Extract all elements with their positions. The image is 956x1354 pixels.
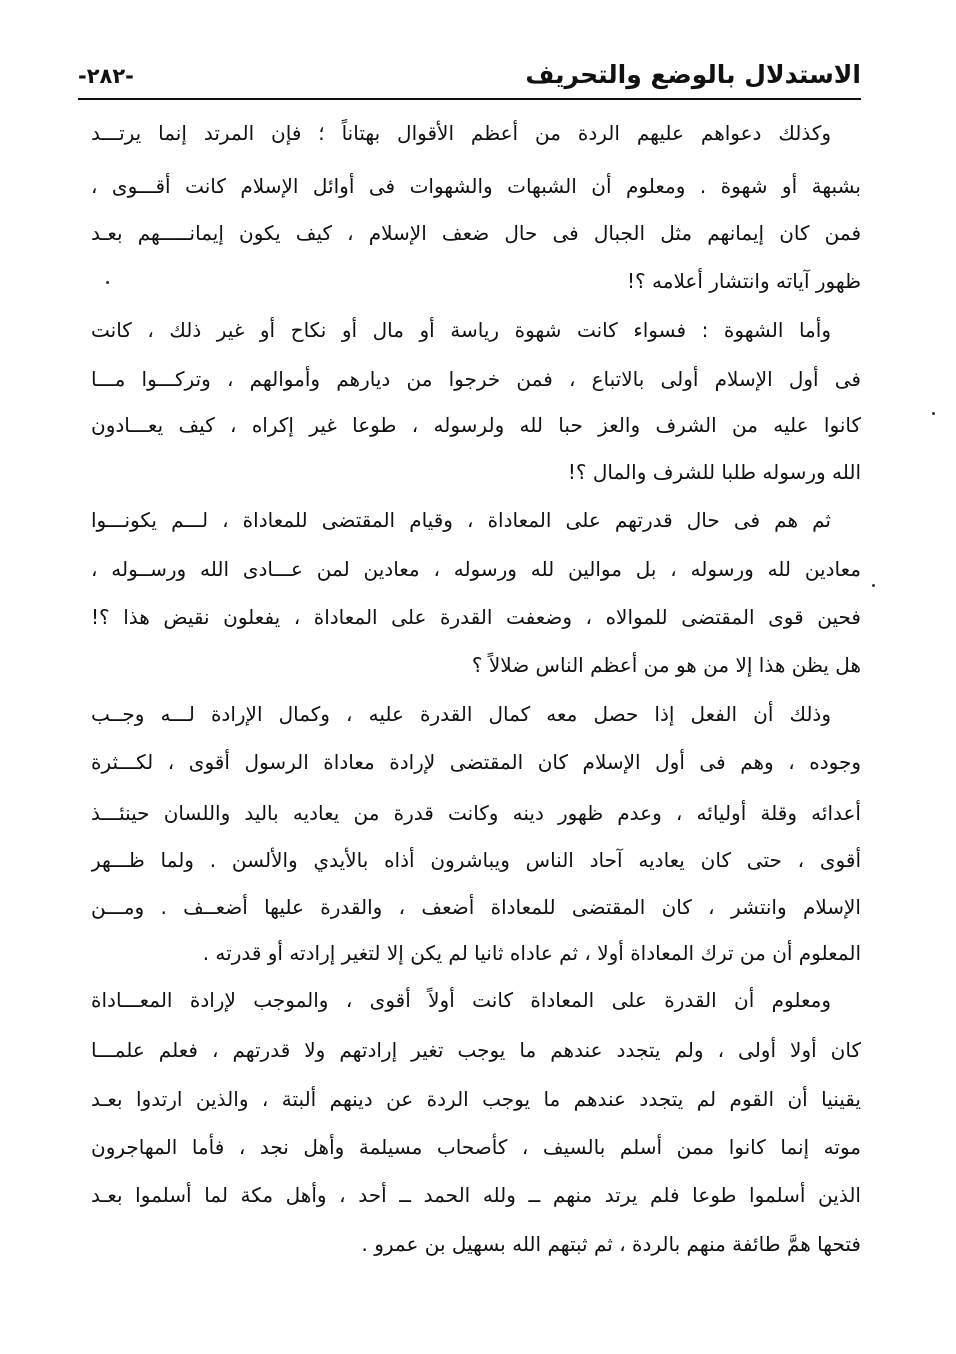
text-line: كان أولا أولى ، ولم يتجدد عندهم ما يوجب تغير إرادتهم ولا قدرتهم ، فعلم علمـــا — [91, 1038, 861, 1062]
text-line: ومعلوم أن القدرة على المعاداة كانت أولاً أقوى ، والموجب لإرادة المعـــاداة — [91, 988, 831, 1012]
header-title: الاستدلال بالوضع والتحريف — [525, 60, 861, 89]
text-line: الذين أسلموا طوعا فلم يرتد منهم ــ ولله الحمد ــ أحد ، وأهل مكة لما أسلموا بعـد — [91, 1183, 861, 1207]
text-line: وأما الشهوة : فسواء كانت شهوة رياسة أو مال أو نكاح أو غير ذلك ، كانت — [91, 318, 831, 342]
scan-speck — [932, 412, 935, 415]
scan-speck — [106, 281, 109, 284]
page-header — [78, 58, 861, 98]
text-line: فتحها همَّ طائفة منهم بالردة ، ثم ثبتهم الله بسهيل بن عمرو . — [361, 1232, 861, 1256]
text-line: فمن كان إيمانهم مثل الجبال فى حال ضعف الإسلام ، كيف يكون إيمانـــــهم بعـد — [91, 221, 861, 245]
page-number: -٢٨٢- — [78, 64, 134, 88]
text-line: فحين قوى المقتضى للموالاه ، وضعفت القدرة على المعاداة ، يفعلون نقيض هذا ؟! — [91, 605, 861, 629]
text-line: معادين لله ورسوله ، بل موالين لله ورسوله ، معادين لمن عـــادى الله ورســوله ، — [91, 557, 861, 581]
text-line: أقوى ، حتى كان يعاديه آحاد الناس ويباشرون أذاه بالأيدي والألسن . ولما ظـــهر — [91, 848, 861, 872]
text-line: يقينيا أن القوم لم يتجدد عندهم ما يوجب الردة عن دينهم ألبتة ، والذين ارتدوا بعـد — [91, 1087, 861, 1111]
scan-speck — [872, 584, 875, 587]
text-line: وذلك أن الفعل إذا حصل معه كمال القدرة عليه ، وكمال الإرادة لـــه وجــب — [91, 702, 831, 726]
text-line: كانوا عليه من الشرف والعز حبا لله ولرسوله ، طوعا غير إكراه ، كيف يعـــادون — [91, 413, 861, 437]
text-line: وكذلك دعواهم عليهم الردة من أعظم الأقوال بهتاناً ؛ فإن المرتد إنما يرتـــد — [91, 121, 831, 145]
text-line: ثم هم فى حال قدرتهم على المعاداة ، وقيام المقتضى للمعاداة ، لـــم يكونـــوا — [91, 508, 831, 532]
text-line: فى أول الإسلام أولى بالاتباع ، فمن خرجوا من ديارهم وأموالهم ، وتركـــوا مـــا — [91, 367, 861, 391]
text-line: موته إنما كانوا ممن أسلم بالسيف ، كأصحاب مسيلمة وأهل نجد ، فأما المهاجرون — [91, 1135, 861, 1159]
text-line: الله ورسوله طلبا للشرف والمال ؟! — [567, 460, 861, 484]
text-line: وجوده ، وهم فى أول الإسلام كان المقتضى لإرادة معاداة الرسول أقوى ، لكـــثرة — [91, 750, 861, 774]
text-line: الإسلام وانتشر ، كان المقتضى للمعاداة أضعف ، والقدرة عليها أضعــف . ومـــن — [91, 895, 861, 919]
text-line: المعلوم أن من ترك المعاداة أولا ، ثم عاداه ثانيا لم يكن إلا لتغير إرادته أو قدرته . — [202, 941, 861, 965]
text-line: هل يظن هذا إلا من هو من أعظم الناس ضلالاً ؟ — [471, 653, 861, 677]
text-line: بشبهة أو شهوة . ومعلوم أن الشبهات والشهوات فى أوائل الإسلام كانت أقـــوى ، — [91, 174, 861, 198]
text-line: أعدائه وقلة أوليائه ، وعدم ظهور دينه وكانت قدرة من يعاديه باليد واللسان حينئـــذ — [91, 801, 861, 825]
header-rule — [78, 98, 861, 100]
text-line: ظهور آياته وانتشار أعلامه ؟! — [627, 269, 861, 293]
